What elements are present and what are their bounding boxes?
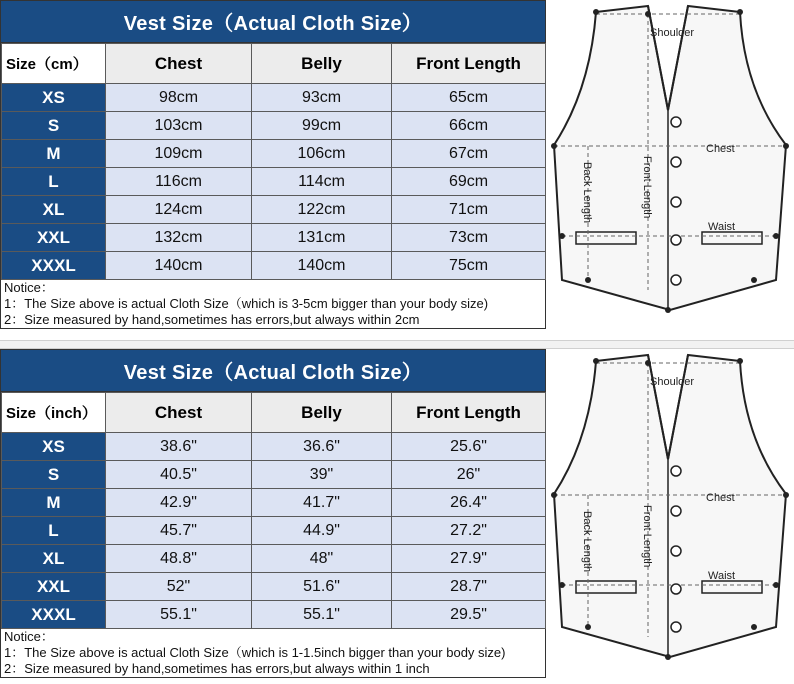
belly-value: 36.6" (252, 433, 392, 461)
chest-value: 116cm (106, 168, 252, 196)
table-row (2, 461, 546, 489)
chest-value: 103cm (106, 112, 252, 140)
notice-title: Notice： (4, 280, 54, 295)
front-length-value: 27.2" (392, 517, 546, 545)
table-title: Vest Size（Actual Cloth Size） (1, 350, 545, 392)
table-row (2, 573, 546, 601)
size-label: XXXL (2, 601, 106, 629)
notice-block (1, 629, 545, 677)
chest-value: 38.6" (106, 433, 252, 461)
size-chart-table (1, 43, 546, 280)
front-length-value: 73cm (392, 224, 546, 252)
table-row (2, 433, 546, 461)
size-label: XL (2, 545, 106, 573)
size-chart-table (1, 392, 546, 629)
table-row (2, 224, 546, 252)
front-length-label: Front Length (641, 156, 653, 219)
notice-title: Notice： (4, 629, 54, 644)
front-length-header: Front Length (392, 44, 546, 84)
notice-block (1, 280, 545, 328)
vest-diagram (548, 349, 794, 684)
size-label: XS (2, 84, 106, 112)
table-row (2, 252, 546, 280)
chest-value: 42.9" (106, 489, 252, 517)
front-length-value: 25.6" (392, 433, 546, 461)
table-row (2, 545, 546, 573)
front-length-value: 26.4" (392, 489, 546, 517)
button-icon (671, 546, 681, 556)
size-label: L (2, 517, 106, 545)
front-length-value: 75cm (392, 252, 546, 280)
size-label: XXL (2, 573, 106, 601)
belly-value: 140cm (252, 252, 392, 280)
vest-diagram (548, 0, 794, 340)
table-row (2, 168, 546, 196)
size-unit-header: Size（cm） (2, 44, 106, 84)
notice-item: 1：The Size above is actual Cloth Size（which is 3-5cm bigger than your body size) (4, 296, 489, 311)
belly-value: 106cm (252, 140, 392, 168)
belly-value: 55.1" (252, 601, 392, 629)
table-row (2, 140, 546, 168)
size-label: XS (2, 433, 106, 461)
size-label: S (2, 112, 106, 140)
front-length-value: 66cm (392, 112, 546, 140)
size-table-container (0, 349, 546, 678)
size-label: L (2, 168, 106, 196)
waist-label: Waist (708, 570, 736, 582)
front-length-value: 27.9" (392, 545, 546, 573)
table-title: Vest Size（Actual Cloth Size） (1, 1, 545, 43)
belly-value: 39" (252, 461, 392, 489)
chest-value: 55.1" (106, 601, 252, 629)
size-label: XL (2, 196, 106, 224)
belly-value: 114cm (252, 168, 392, 196)
front-length-value: 67cm (392, 140, 546, 168)
button-icon (671, 506, 681, 516)
vest-illustration (548, 0, 794, 340)
button-icon (671, 275, 681, 285)
belly-value: 44.9" (252, 517, 392, 545)
header-row (2, 393, 546, 433)
chest-value: 40.5" (106, 461, 252, 489)
button-icon (671, 466, 681, 476)
table-row (2, 112, 546, 140)
front-length-value: 65cm (392, 84, 546, 112)
chest-label: Chest (706, 143, 735, 155)
chest-value: 45.7" (106, 517, 252, 545)
chest-value: 140cm (106, 252, 252, 280)
front-length-value: 69cm (392, 168, 546, 196)
button-icon (671, 117, 681, 127)
chest-value: 98cm (106, 84, 252, 112)
front-length-value: 26" (392, 461, 546, 489)
button-icon (671, 235, 681, 245)
belly-value: 41.7" (252, 489, 392, 517)
chest-value: 124cm (106, 196, 252, 224)
belly-value: 51.6" (252, 573, 392, 601)
belly-value: 122cm (252, 196, 392, 224)
size-panel-inch (0, 349, 794, 684)
table-row (2, 489, 546, 517)
table-row (2, 601, 546, 629)
size-label: M (2, 140, 106, 168)
chest-label: Chest (706, 492, 735, 504)
button-icon (671, 622, 681, 632)
front-length-value: 29.5" (392, 601, 546, 629)
belly-header: Belly (252, 393, 392, 433)
header-row (2, 44, 546, 84)
belly-header: Belly (252, 44, 392, 84)
size-label: XXXL (2, 252, 106, 280)
size-label: M (2, 489, 106, 517)
back-length-label: Back Length (581, 162, 593, 224)
button-icon (671, 197, 681, 207)
chest-header: Chest (106, 44, 252, 84)
size-label: XXL (2, 224, 106, 252)
chest-value: 48.8" (106, 545, 252, 573)
front-length-header: Front Length (392, 393, 546, 433)
shoulder-label: Shoulder (650, 27, 695, 39)
vest-illustration (548, 349, 794, 684)
chest-value: 132cm (106, 224, 252, 252)
panel-divider (0, 340, 794, 349)
size-table-container (0, 0, 546, 329)
size-unit-header: Size（inch） (2, 393, 106, 433)
front-length-value: 28.7" (392, 573, 546, 601)
shoulder-label: Shoulder (650, 376, 695, 388)
button-icon (671, 157, 681, 167)
belly-value: 131cm (252, 224, 392, 252)
front-length-value: 71cm (392, 196, 546, 224)
size-label: S (2, 461, 106, 489)
notice-item: 2：Size measured by hand,sometimes has errors,but always within 2cm (4, 312, 420, 327)
size-panel-cm (0, 0, 794, 340)
chest-value: 109cm (106, 140, 252, 168)
waist-label: Waist (708, 221, 736, 233)
back-length-label: Back Length (581, 511, 593, 573)
button-icon (671, 584, 681, 594)
table-row (2, 84, 546, 112)
notice-item: 2：Size measured by hand,sometimes has errors,but always within 1 inch (4, 661, 430, 676)
table-row (2, 517, 546, 545)
belly-value: 48" (252, 545, 392, 573)
table-row (2, 196, 546, 224)
notice-item: 1：The Size above is actual Cloth Size（which is 1-1.5inch bigger than your body size) (4, 645, 506, 660)
belly-value: 99cm (252, 112, 392, 140)
chest-value: 52" (106, 573, 252, 601)
front-length-label: Front Length (641, 505, 653, 568)
belly-value: 93cm (252, 84, 392, 112)
chest-header: Chest (106, 393, 252, 433)
